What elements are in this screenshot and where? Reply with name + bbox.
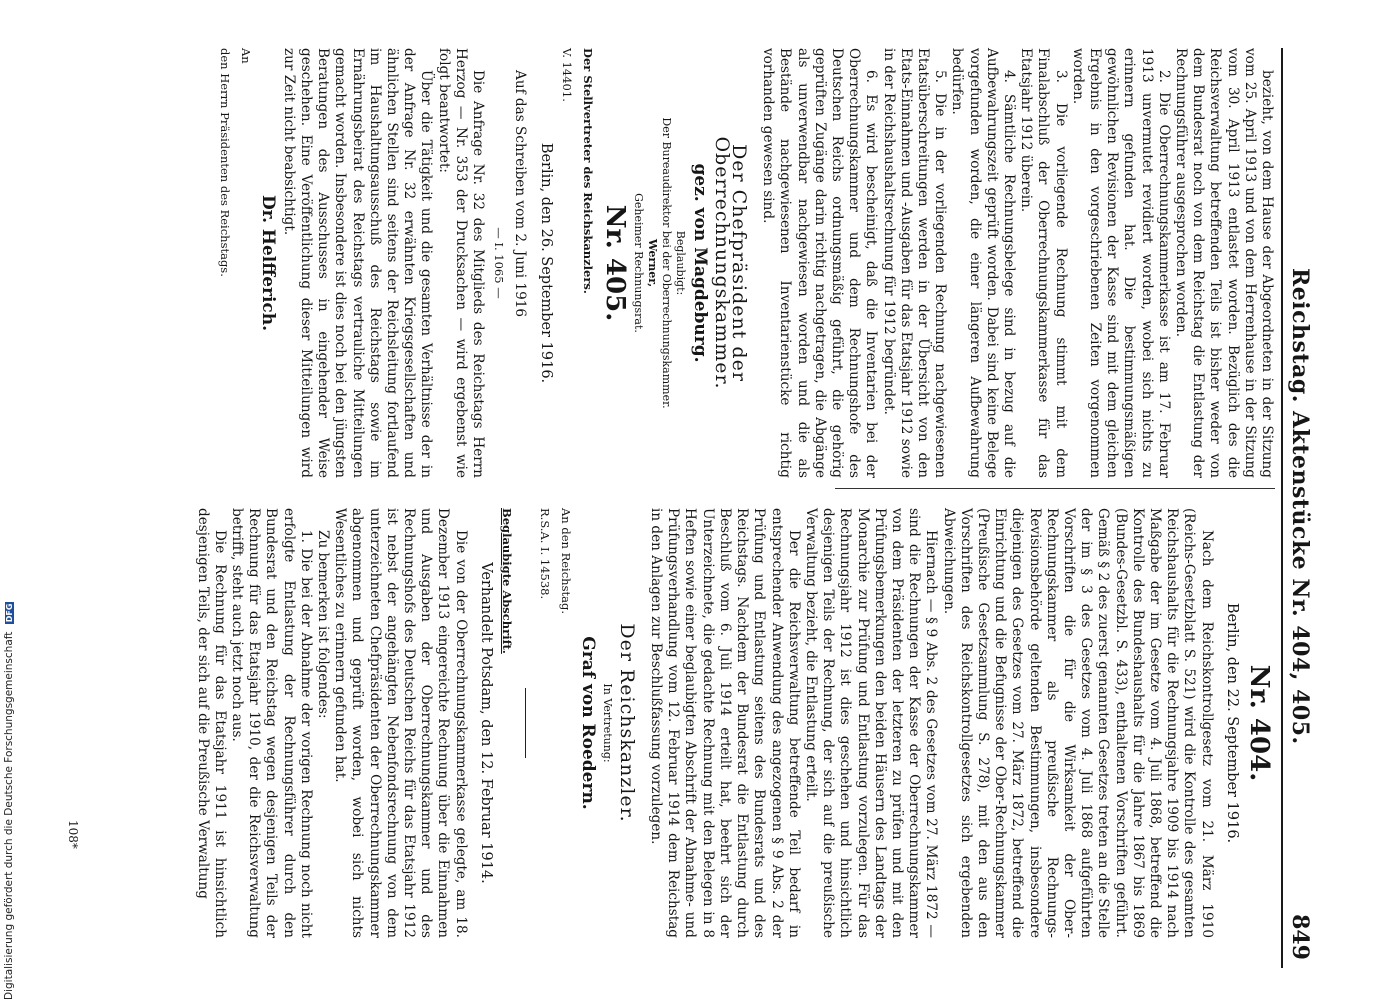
signature-helfferich: Dr. Helfferich. [257, 194, 278, 332]
protocol-paragraph-1: Die von der Oberrechnungskammerkasse gelegte, am 18. Dezember 1913 eingereichte Rechnung über die Einnahmen und Ausgaben der Oberrechnungskammer und des Rechnungshofs des Deutschen Reichs für das Etatsjahr 1912 ist nebst der angehängten Nebenfondsrechnung von dem unterzeichneten Chefpräsidenten der Oberrechnungskammer abgenommen und geprüft worden, wobei sich nichts Wesentliches zu erinnern gefunden hat. [332, 508, 469, 938]
paragraph-404-2: Hiernach — § 9 Abs. 2 des Gesetzes vom 27. März 1872 — sind die Rechnungen der Kasse der Oberrechnungskammer von dem Präsidenten der letzteren zu prüfen und mit den Prüfungsbemerkungen den beiden Häusern des Landtags der Monarchie zur Prüfung und Entlastung vorzulegen. Für das Rechnungsjahr 1912 ist dies geschehen und hinsichtlich desjenigen Teils der Rechnung, der sich auf die preußische Verwaltung bezieht, die Entlastung erteilt. [802, 508, 940, 938]
intro-ref-405: — I. 1065 — [492, 227, 507, 299]
credit-text: Digitalisierung gefördert durch die Deutsche Forschungsgemeinschaft [3, 631, 15, 1000]
certified-label: Beglaubigt: [674, 230, 688, 296]
running-title: Reichstag. Aktenstücke Nr. 404, 405. [1287, 268, 1313, 745]
protocol-paragraph-4: Die Rechnung für das Etatsjahr 1911 ist hinsichtlich desjenigen Teils, der sich auf die Preußische Verwaltung [194, 508, 228, 938]
copy-heading: Beglaubigte Abschrift. [500, 508, 515, 654]
certifying-officer-rank: Geheimer Rechnungsrat. [632, 193, 646, 333]
protocol-signature-name: gez. von Magdeburg. [690, 163, 711, 363]
separator-rule [525, 688, 526, 758]
dateline-404: Berlin, den 22. September 1916. [1223, 602, 1240, 844]
continued-paragraph-4: 4. Sämtliche Rechnungsbelege sind in bezug auf die Aufbewahrungszeit geprüft worden. Dabei sind keine Belege vorgefunden worden, die einer längeren Aufbewahrung bedürfen. [949, 48, 1017, 478]
dfg-logo: DFG [5, 603, 14, 623]
signature-deputy: In Vertretung: [600, 683, 614, 763]
certifying-office: Der Bureaudirektor bei der Oberrechnungskammer. [660, 117, 674, 409]
certifying-officer: Werner, [646, 238, 660, 288]
protocol-paragraph-3: 1. Die bei der Abnahme der vorigen Rechnung noch nicht erfolgte Entlastung der Rechnungsführer durch den Bundesrat und den Reichstag wegen desjenigen Teils der Rechnung für das Etatsjahr 1910, der die Reichsverwaltung betrifft, steht auch jetzt noch aus. [229, 508, 314, 938]
paragraph-404-3: Der die Reichsverwaltung betreffende Teil bedarf in entsprechender Anwendung des angezogenen § 9 Abs. 2 der Prüfung und Entlastung seitens des Bundesrats und des Reichstags. Nachdem der Bundesrat die Entlastung durch Beschluß vom 6. Juli 1914 erteilt hat, beehrt sich der Unterzeichnete, die gedachte Rechnung mit den Belegen in 8 Heften sowie einer beglaubigten Abschrift der Abnahme- und Prüfungsverhandlung vom 12. Februar 1914 dem Reichstag in den Anlagen zur Beschlußfassung vorzulegen. [648, 508, 802, 938]
continued-paragraph-1: bezieht, von dem Hause der Abgeordneten in der Sitzung vom 25. April 1913 und von dem Herrenhause in der Sitzung vom 30. April 1913 entlastet worden. Bezüglich des die Reichsverwaltung betreffenden Teils ist bisher weder von dem Bundesrat noch von dem Reichstag die Entlastung der Rechnungsführer ausgesprochen worden. [1172, 48, 1275, 478]
addressee-405: den Herrn Präsidenten des Reichstags. [218, 48, 233, 277]
signature-name-roedern: Graf von Roedern. [577, 636, 598, 810]
intro-405: Auf das Schreiben vom 2. Juni 1916 [512, 70, 529, 318]
continued-paragraph-6: 6. Es wird bescheinigt, daß die Inventarien bei der Oberrechnungskammer und dem Rechnungshofe des Deutschen Reichs ordnungsmäßig geführt, die gehörig geprüften Zugänge darin richtig nachgetragen, die Abgänge als unverwendbar nachgewiesen worden und die als Bestände nachgewiesenen Inventarienstücke richtig vorhanden gewesen sind. [760, 48, 880, 478]
column-continuation-and-nr-405 [212, 48, 1275, 478]
document-number-405: Nr. 405. [600, 204, 631, 322]
dateline-405: Berlin, den 26. September 1916. [537, 142, 554, 384]
continued-paragraph-3: 3. Die vorliegende Rechnung stimmt mit dem Finalabschluß der Oberrechnungskammerkasse für das Etatsjahr 1912 überein. [1018, 48, 1069, 478]
column-divider [835, 488, 1275, 489]
protocol-signature-title: Der Chefpräsident der Oberrechnungskammer. [710, 136, 750, 390]
sheet-number: 108* [66, 820, 80, 849]
addressee-404: An den Reichstag. [559, 508, 574, 614]
rotated-printed-sheet [85, 48, 1315, 968]
signature-title-reichskanzler: Der Reichskanzler. [615, 623, 638, 823]
protocol-paragraph-2: Zu bemerken ist folgendes: [315, 530, 332, 719]
paragraph-405-1: Die Anfrage Nr. 32 des Mitglieds des Reichstags Herrn Herzog — Nr. 353 der Drucksachen — wird ergebenst wie folgt beantwortet: [435, 48, 487, 478]
document-number-404: Nr. 404. [1244, 664, 1274, 782]
sender-405: Der Stellvertreter des Reichskanzlers. [581, 48, 596, 294]
addressee-prefix-405: An [239, 48, 254, 64]
page-header [1281, 48, 1315, 968]
protocol-dateline: Verhandelt Potsdam, den 12. Februar 1914. [477, 562, 494, 884]
reference-405: V. 14401. [559, 48, 574, 102]
paragraph-404-1: Nach dem Reichskontrollgesetz vom 21. März 1910 (Reichs-Gesetzblatt S. 521) wird die Kontrolle des gesamten Reichshaushalts für die Rechnungsjahre 1909 bis 1914 nach Maßgabe der im Gesetze vom 4. Juli 1868, betreffend die Kontrolle des Bundeshaushalts für die Jahre 1867 bis 1869 (Bundes-Gesetzbl. S. 433), enthaltenen Vorschriften geführt. Gemäß § 2 des zuerst genannten Gesetzes treten an die Stelle der im § 3 des Gesetzes vom 4. Juli 1868 aufgeführten Vorschriften die für die Wirksamkeit der Ober-Rechnungskammer als preußische Rechnungs-Revisionsbehörde geltenden Bestimmungen, insbesondere diejenigen des Gesetzes vom 27. März 1872, betreffend die Einrichtung und die Befugnisse der Ober-Rechnungskammer (Preußische Gesetzsammlung S. 278), mit den aus den Vorschriften des Reichskontrollgesetzes sich ergebenden Abweichungen. [940, 508, 1215, 938]
page-number: 849 [1287, 914, 1313, 960]
column-nr-404 [193, 508, 1275, 938]
paragraph-405-2: Über die Tätigkeit und die gesamten Verhältnisse der in der Anfrage Nr. 32 erwähnten Kriegsgesellschaften und ähnlichen Stellen sind seitens der Reichsleitung fortlaufend im Haushaltungsausschuß des Reichstags sowie im Ernährungsbeirat des Reichstags vertrauliche Mitteilungen gemacht worden. Insbesondere ist dies noch bei den jüngsten Beratungen des Ausschusses in eingehender Weise geschehen. Eine Veröffentlichung dieser Mitteilungen wird zur Zeit nicht beabsichtigt. [280, 48, 435, 478]
reference-404: R.S.A. I. 14538. [538, 508, 553, 600]
continued-paragraph-2: 2. Die Oberrechnungskammerkasse ist am 17. Februar 1913 unvermutet revidiert worden, wobei sich nichts zu erinnern gefunden hat. Die bestimmungsmäßigen gewöhnlichen Revisionen der Kasse sind mit dem gleichen Ergebnis in den vorgeschriebenen Zeiten vorgenommen worden. [1069, 48, 1172, 478]
continued-paragraph-5: 5. Die in der vorliegenden Rechnung nachgewiesenen Etatsüberschreitungen werden in der Übersicht von den Etats-Einnahmen und -Ausgaben für das Etatsjahr 1912 sowie in der Reichshaushaltsrechnung für 1912 begründet. [880, 48, 949, 478]
digitization-credit [3, 580, 17, 1000]
